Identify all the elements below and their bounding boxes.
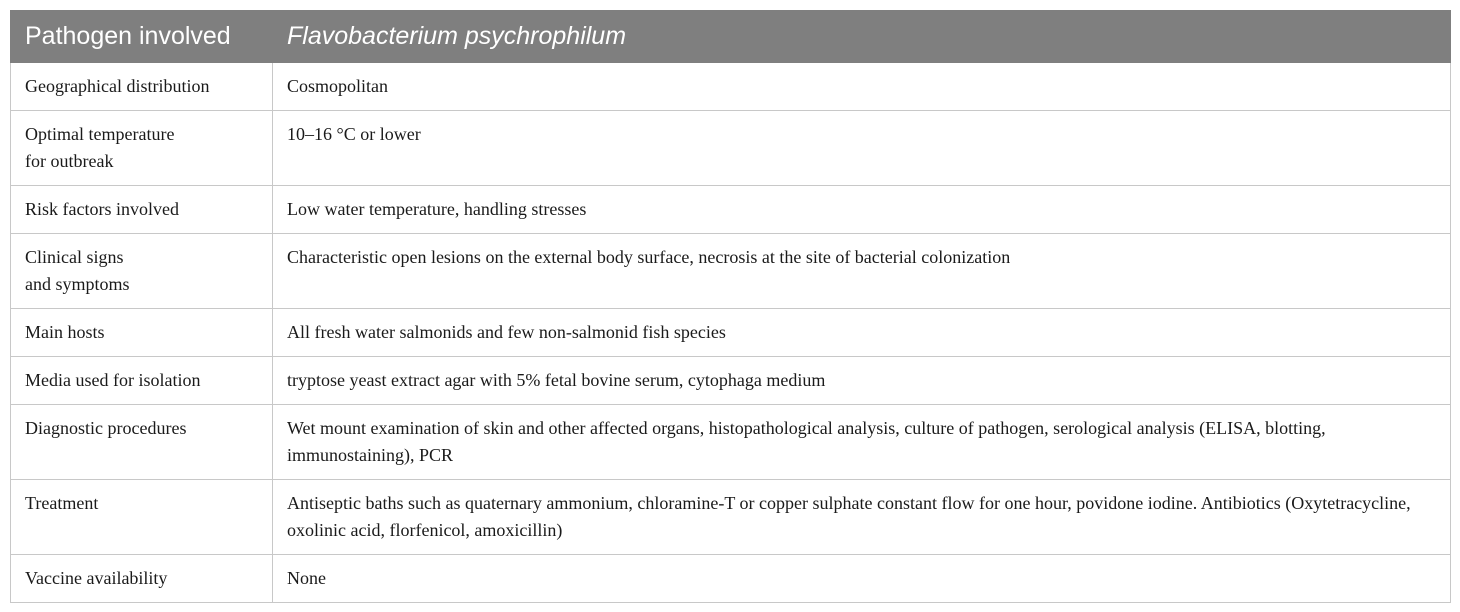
table-row: [11, 480, 1451, 555]
table-row: [11, 405, 1451, 480]
table-row: [11, 357, 1451, 405]
row-label-line: Clinical signs: [25, 247, 124, 267]
row-label-line: and symptoms: [25, 274, 130, 294]
header-pathogen-name: Flavobacterium psychrophilum: [273, 11, 1451, 63]
row-value: Wet mount examination of skin and other affected organs, histopathological analysis, culture of pathogen, serological analysis (ELISA, blotting, immunostaining), PCR: [273, 405, 1451, 480]
row-label: Media used for isolation: [11, 357, 273, 405]
row-value: None: [273, 555, 1451, 603]
pathogen-table-container: [10, 10, 1450, 603]
row-label-line: Optimal temperature: [25, 124, 175, 144]
row-value: Characteristic open lesions on the external body surface, necrosis at the site of bacterial colonization: [273, 234, 1451, 309]
row-label: [11, 111, 273, 186]
row-value: tryptose yeast extract agar with 5% fetal bovine serum, cytophaga medium: [273, 357, 1451, 405]
table-row: [11, 555, 1451, 603]
row-label: Diagnostic procedures: [11, 405, 273, 480]
row-label: [11, 234, 273, 309]
row-label: Risk factors involved: [11, 186, 273, 234]
row-label: Vaccine availability: [11, 555, 273, 603]
pathogen-table: [10, 10, 1451, 603]
row-value: Antiseptic baths such as quaternary ammonium, chloramine-T or copper sulphate constant flow for one hour, povidone iodine. Antibiotics (Oxytetracycline, oxolinic acid, florfenicol, amoxicillin): [273, 480, 1451, 555]
table-row: [11, 234, 1451, 309]
header-row: [11, 11, 1451, 63]
row-label: Geographical distribution: [11, 63, 273, 111]
row-value: Cosmopolitan: [273, 63, 1451, 111]
table-row: [11, 111, 1451, 186]
row-label: Treatment: [11, 480, 273, 555]
table-header: [11, 11, 1451, 63]
table-body: [11, 63, 1451, 603]
row-value: 10–16 °C or lower: [273, 111, 1451, 186]
row-value: Low water temperature, handling stresses: [273, 186, 1451, 234]
row-label: Main hosts: [11, 309, 273, 357]
table-row: [11, 186, 1451, 234]
table-row: [11, 63, 1451, 111]
table-row: [11, 309, 1451, 357]
header-label: Pathogen involved: [11, 11, 273, 63]
row-value: All fresh water salmonids and few non-salmonid fish species: [273, 309, 1451, 357]
row-label-line: for outbreak: [25, 151, 114, 171]
